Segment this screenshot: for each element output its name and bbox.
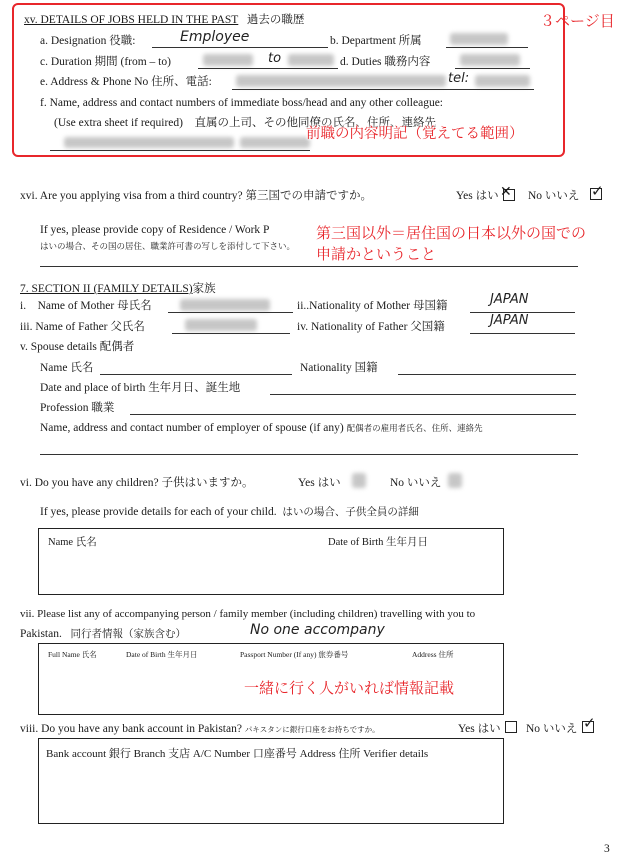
residence-permit-sublabel: はいの場合、その国の居住、職業許可書の写しを添付して下さい。 (40, 241, 296, 251)
father-name-label: iii. Name of Father 父氏名 (20, 321, 145, 333)
father-nationality-line (470, 333, 575, 334)
boss-label: f. Name, address and contact numbers of immediate boss/head and any other colleague: (40, 97, 443, 109)
mother-name-label: i. Name of Mother 母氏名 (20, 300, 152, 312)
spouse-nationality-line (398, 374, 576, 375)
annotation-previous-job: 前職の内容明記（覚えてる範囲） (306, 126, 524, 142)
children-question: vi. Do you have any children? 子供はいますか。 (20, 477, 254, 489)
redacted-father-name (185, 319, 257, 331)
redacted-phone (475, 75, 530, 87)
third-country-question: xvi. Are you applying visa from a third country? 第三国での申請ですか。 (20, 190, 372, 202)
mother-nationality-label: ii..Nationality of Mother 母国籍 (297, 300, 448, 312)
bank-account-question: viii. Do you have any bank account in Pakistan? パキスタンに銀行口座をお持ちですか。 (20, 723, 380, 735)
accompanying-col-fullname: Full Name 氏名 (48, 650, 97, 659)
family-section-heading: 7. SECTION II (FAMILY DETAILS)家族 (20, 283, 216, 295)
check-mark-icon: ✓ (583, 714, 596, 732)
mother-name-line (168, 312, 293, 313)
check-mark-icon: ✓ (591, 182, 604, 200)
redacted-duration-from (203, 54, 253, 66)
duration-label: c. Duration 期間 (from – to) (40, 56, 171, 68)
duration-to: to (268, 51, 282, 66)
address-phone-label: e. Address & Phone No 住所、電話: (40, 76, 212, 88)
children-details-label: If yes, please provide details for each of your child. はいの場合、子供全員の詳細 (40, 506, 419, 518)
duration-line (198, 68, 338, 69)
residence-permit-line (40, 266, 578, 267)
redacted-boss-1 (64, 137, 234, 148)
residence-permit-label: If yes, please provide copy of Residence / Work P (40, 224, 270, 236)
redacted-duties (460, 54, 520, 66)
children-col-dob: Date of Birth 生年月日 (328, 537, 429, 548)
duties-label: d. Duties 職務内容 (340, 56, 431, 68)
spouse-heading: v. Spouse details 配偶者 (20, 341, 135, 353)
third-country-yes-label: Yes はい (456, 190, 499, 202)
designation-line (152, 47, 328, 48)
bank-details-columns: Bank account 銀行 Branch 支店 A/C Number 口座番号 Address 住所 Verifier details (46, 748, 429, 760)
accompanying-question-line2: Pakistan. 同行者情報（家族含む） (20, 628, 186, 640)
children-yes-label: Yes はい (298, 477, 341, 489)
redacted-children-yes (352, 473, 366, 488)
spouse-employer-line (40, 454, 578, 455)
redacted-address (236, 75, 446, 87)
address-line (232, 89, 534, 90)
accompanying-handwritten: No one accompany (250, 622, 385, 638)
spouse-profession-line (130, 414, 576, 415)
annotation-third-country-2: 申請かということ (316, 245, 437, 263)
accompanying-col-passport: Passport Number (If any) 旅券番号 (240, 650, 349, 659)
page-note: ３ページ目 (540, 12, 615, 30)
redacted-duration-to (288, 54, 334, 66)
redacted-mother-name (180, 299, 270, 311)
designation-label: a. Designation 役職: (40, 35, 136, 47)
annotation-third-country-1: 第三国以外＝居住国の日本以外の国での (316, 224, 587, 242)
children-details-box[interactable] (38, 528, 504, 595)
boss-line (50, 150, 310, 151)
accompanying-col-address: Address 住所 (412, 650, 454, 659)
father-nationality-value: JAPAN (490, 313, 529, 328)
children-col-name: Name 氏名 (48, 537, 97, 548)
spouse-name-line (100, 374, 292, 375)
spouse-nationality-label: Nationality 国籍 (300, 362, 378, 374)
mother-nationality-value: JAPAN (490, 292, 529, 307)
accompanying-col-dob: Date of Birth 生年月日 (126, 650, 198, 659)
department-line (446, 47, 528, 48)
section-xv-heading: xv. DETAILS OF JOBS HELD IN THE PAST 過去の職歴 (24, 14, 305, 26)
bank-yes-label: Yes はい (458, 723, 501, 735)
spouse-dob-line (270, 394, 576, 395)
page-number: 3 (604, 843, 610, 855)
children-no-label: No いいえ (390, 477, 442, 489)
spouse-employer-label: Name, address and contact number of employer of spouse (if any) 配偶者の雇用者氏名、住所、連絡先 (40, 422, 483, 434)
strike-mark-icon: ✕ (500, 184, 512, 200)
accompanying-question: vii. Please list any of accompanying person / family member (including children) travelling with you to (20, 608, 476, 620)
annotation-accompanying: 一緒に行く人がいれば情報記載 (244, 679, 455, 697)
designation-value: Employee (180, 29, 250, 45)
bank-no-label: No いいえ (526, 723, 578, 735)
bank-yes-checkbox[interactable] (505, 721, 517, 733)
spouse-profession-label: Profession 職業 (40, 402, 115, 414)
spouse-name-label: Name 氏名 (40, 362, 94, 374)
spouse-dob-label: Date and place of birth 生年月日、誕生地 (40, 382, 241, 394)
third-country-no-label: No いいえ (528, 190, 580, 202)
boss-sublabel: (Use extra sheet if required) 直属の上司、その他同僚の氏名、住所、連絡先 (54, 117, 436, 129)
duties-line (455, 68, 530, 69)
department-label: b. Department 所属 (330, 35, 422, 47)
tel-label: tel: (448, 71, 470, 86)
father-nationality-label: iv. Nationality of Father 父国籍 (297, 321, 445, 333)
redacted-children-no (448, 473, 462, 488)
redacted-boss-2 (240, 137, 310, 148)
father-name-line (172, 333, 290, 334)
redacted-department (450, 33, 508, 45)
